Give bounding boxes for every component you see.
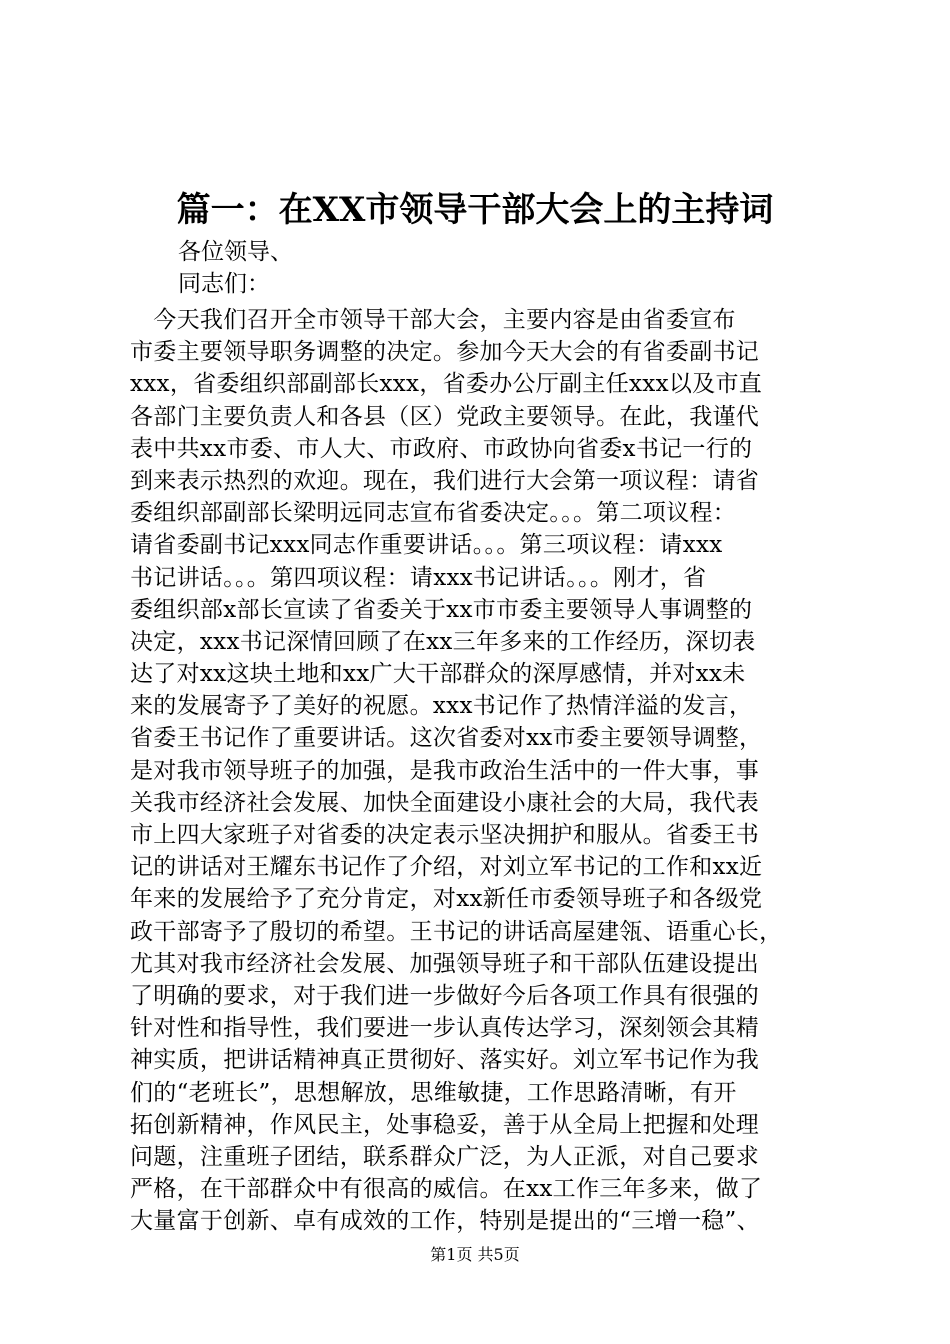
body-line: 们的“老班长”，思想解放，思维敏捷，工作思路清晰，有开 (130, 1079, 737, 1106)
body-line: 委组织部x部长宣读了省委关于xx市市委主要领导人事调整的 (130, 596, 753, 623)
body-line: 年来的发展给予了充分肯定，对xx新任市委领导班子和各级党 (130, 886, 763, 913)
body-line: 达了对xx这块土地和xx广大干部群众的深厚感情，并对xx未 (130, 661, 746, 688)
document-title: 篇一：在XX市领导干部大会上的主持词 (176, 190, 774, 230)
body-line: 拓创新精神，作风民主，处事稳妥，善于从全局上把握和处理 (130, 1111, 760, 1138)
greeting-line-2: 同志们： (178, 271, 270, 297)
body-line: 问题，注重班子团结，联系群众广泛，为人正派，对自己要求 (130, 1143, 760, 1170)
body-line: 请省委副书记xxx同志作重要讲话。。。第三项议程：请xxx (130, 532, 723, 559)
body-line: 今天我们召开全市领导干部大会，主要内容是由省委宣布 (130, 307, 736, 333)
body-line: 是对我市领导班子的加强，是我市政治生活中的一件大事，事 (130, 757, 760, 784)
body-line: 市上四大家班子对省委的决定表示坚决拥护和服从。省委王书 (130, 822, 760, 848)
body-line: 尤其对我市经济社会发展、加强领导班子和干部队伍建设提出 (130, 950, 760, 977)
document-body (130, 304, 830, 1237)
body-line: 来的发展寄予了美好的祝愿。xxx书记作了热情洋溢的发言， (130, 693, 753, 720)
body-line: 严格，在干部群众中有很高的威信。在xx工作三年多来，做了 (130, 1176, 763, 1203)
body-line: 到来表示热烈的欢迎。现在，我们进行大会第一项议程：请省 (130, 467, 760, 494)
body-line: 市委主要领导职务调整的决定。参加今天大会的有省委副书记 (130, 339, 760, 366)
body-line: xxx，省委组织部副部长xxx，省委办公厅副主任xxx以及市直 (130, 371, 763, 398)
greeting-line-1: 各位领导、 (178, 239, 293, 265)
body-line: 神实质，把讲话精神真正贯彻好、落实好。刘立军书记作为我 (130, 1047, 760, 1074)
page-footer: 第1页 共5页 (430, 1245, 520, 1264)
body-line: 政干部寄予了殷切的希望。王书记的讲话高屋建瓴、语重心长， (130, 918, 783, 945)
body-line: 书记讲话。。。第四项议程：请xxx书记讲话。。。刚才，省 (130, 564, 707, 591)
body-line: 针对性和指导性，我们要进一步认真传达学习，深刻领会其精 (130, 1015, 760, 1042)
body-line: 大量富于创新、卓有成效的工作，特别是提出的“三增一稳”、 (130, 1208, 760, 1235)
body-line: 记的讲话对王耀东书记作了介绍，对刘立军书记的工作和xx近 (130, 854, 763, 881)
body-line: 决定，xxx书记深情回顾了在xx三年多来的工作经历，深切表 (130, 628, 756, 655)
body-line: 表中共xx市委、市人大、市政府、市政协向省委x书记一行的 (130, 435, 753, 462)
body-line: 各部门主要负责人和各县（区）党政主要领导。在此，我谨代 (130, 403, 760, 430)
body-line: 了明确的要求，对于我们进一步做好今后各项工作具有很强的 (130, 982, 760, 1009)
body-line: 关我市经济社会发展、加快全面建设小康社会的大局，我代表 (130, 789, 760, 816)
body-line: 委组织部副部长梁明远同志宣布省委决定。。。第二项议程： (130, 500, 737, 527)
body-line: 省委王书记作了重要讲话。这次省委对xx市委主要领导调整， (130, 725, 763, 752)
